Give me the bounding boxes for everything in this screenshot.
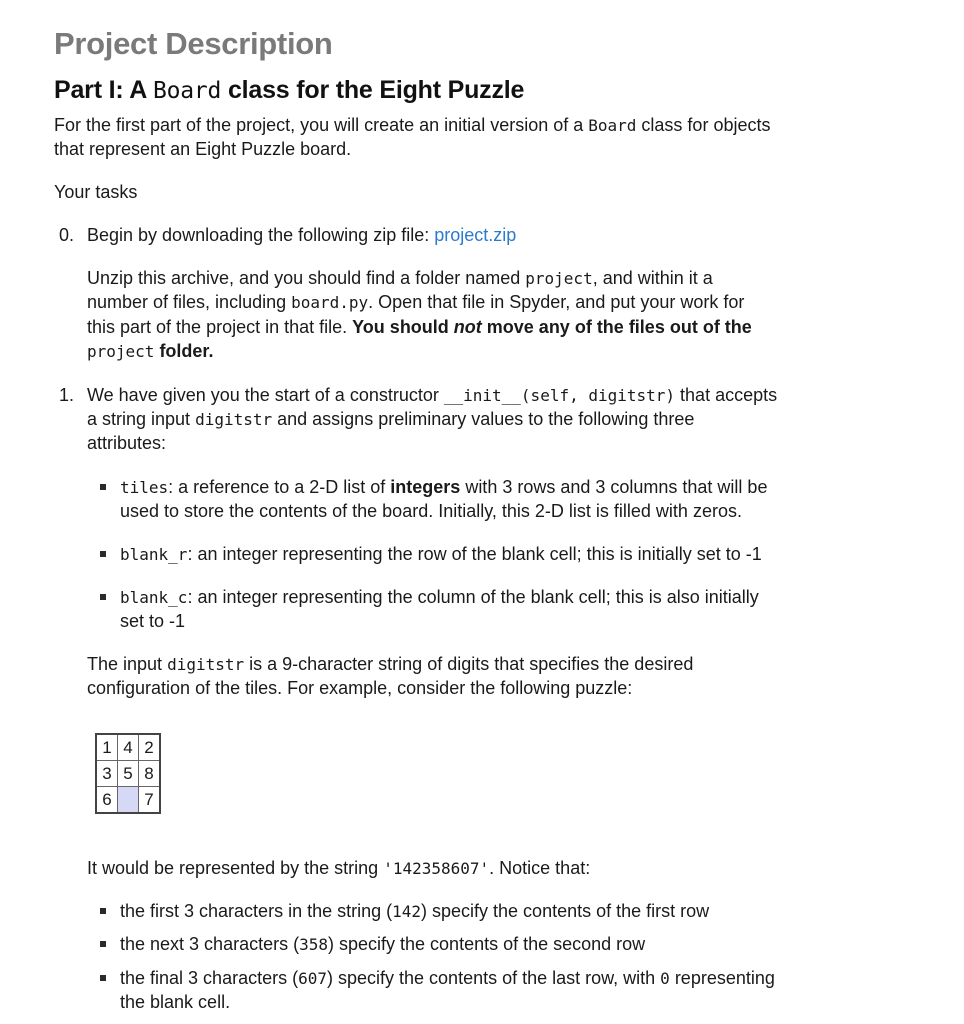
- puzzle-cell: 1: [96, 734, 118, 761]
- note1-code: 142: [392, 902, 422, 921]
- attr-tiles-line-2: used to store the contents of the board. Initially, this 2-D list is filled with zeros.: [120, 501, 742, 521]
- puzzle-cell: 3: [96, 761, 118, 787]
- intro-line-1: [54, 113, 770, 138]
- task1-l1-code: __init__(self, digitstr): [443, 386, 676, 405]
- attr-blank-c-line-1: [120, 585, 759, 610]
- attr-blank-c-a: : an integer representing the column of the blank cell; this is also initially: [187, 587, 759, 607]
- attr-tiles-b: with 3 rows and 3 columns that will be: [460, 477, 768, 497]
- task0-p3-em: not: [453, 317, 482, 337]
- tasks-heading: Your tasks: [54, 182, 138, 202]
- task0-p2-a: number of files, including: [87, 292, 292, 312]
- attr-blank-c-code: blank_c: [120, 588, 188, 607]
- task0-p4-bold: folder.: [154, 341, 214, 361]
- note1-a: the first 3 characters in the string (: [120, 901, 393, 921]
- part1-heading-code: Board: [152, 78, 222, 104]
- note3-code2: 0: [660, 969, 670, 988]
- note3-code: 607: [298, 969, 327, 988]
- attr-blank-r-text: : an integer representing the row of the blank cell; this is initially set to -1: [187, 544, 762, 564]
- task0-text: Begin by downloading the following zip file:: [87, 225, 435, 245]
- bullet: [100, 594, 106, 600]
- puzzle-cell: 4: [118, 734, 139, 761]
- note3-c: representing: [669, 968, 775, 988]
- note-last-row-line-1: [120, 966, 775, 991]
- repr-b: . Notice that:: [489, 858, 591, 878]
- note3-b: ) specify the contents of the last row, with: [327, 968, 661, 988]
- task0-para-line-4: [87, 339, 213, 364]
- bullet: [100, 975, 106, 981]
- bullet: [100, 941, 106, 947]
- input-code: digitstr: [167, 655, 245, 674]
- part1-heading-post: class for the Eight Puzzle: [221, 76, 525, 104]
- task0-p3-bold1: You should: [352, 317, 454, 337]
- note-second-row: [120, 932, 645, 957]
- task1-l2-code: digitstr: [195, 410, 273, 429]
- bullet: [100, 551, 106, 557]
- input-line-1: [87, 652, 693, 677]
- puzzle-row: [96, 787, 160, 814]
- part1-heading-pre: Part I: A: [54, 76, 153, 104]
- part1-heading: [54, 76, 524, 105]
- task1-l1-a: We have given you the start of a constructor: [87, 385, 444, 405]
- input-line-2: configuration of the tiles. For example, consider the following puzzle:: [87, 678, 633, 698]
- note3-a: the final 3 characters (: [120, 968, 299, 988]
- task0-p1-b: , and within it a: [592, 268, 713, 288]
- attr-blank-c-line-2: set to -1: [120, 611, 186, 631]
- attr-blank-r: [120, 542, 762, 567]
- note2-code: 358: [299, 935, 328, 954]
- task0-line: [87, 223, 516, 247]
- puzzle-blank-cell: [118, 787, 139, 814]
- task1-l1-b: that accepts: [675, 385, 778, 405]
- note2-a: the next 3 characters (: [120, 934, 300, 954]
- intro-text-a: For the first part of the project, you will create an initial version of a: [54, 115, 589, 135]
- puzzle-cell: 7: [139, 787, 161, 814]
- task0-p1-code: project: [525, 269, 593, 288]
- attr-tiles-line-1: [120, 475, 767, 500]
- bullet: [100, 484, 106, 490]
- puzzle-cell: 8: [139, 761, 161, 787]
- puzzle-cell: 6: [96, 787, 118, 814]
- task0-p4-code: project: [87, 342, 155, 361]
- task0-p2-code: board.py: [291, 293, 369, 312]
- attr-blank-r-code: blank_r: [120, 545, 188, 564]
- bullet: [100, 908, 106, 914]
- note-last-row-line-2: the blank cell.: [120, 992, 231, 1012]
- task1-line-3: attributes:: [87, 433, 167, 453]
- intro-code: Board: [588, 116, 637, 135]
- task0-para-line-2: [87, 290, 744, 315]
- intro-text-b: class for objects: [636, 115, 771, 135]
- task0-p2-b: . Open that file in Spyder, and put your work for: [368, 292, 745, 312]
- task1-l2-b: and assigns preliminary values to the following three: [272, 409, 695, 429]
- task1-line-1: [87, 383, 777, 408]
- note-first-row: [120, 899, 709, 924]
- task0-para-line-1: [87, 266, 713, 291]
- task0-p3-bold2: move any of the files out of the: [481, 317, 752, 337]
- task0-p3-a: this part of the project in that file.: [87, 317, 353, 337]
- task1-l2-a: a string input: [87, 409, 196, 429]
- puzzle-grid: [95, 733, 161, 814]
- input-a: The input: [87, 654, 168, 674]
- attr-tiles-a: : a reference to a 2-D list of: [168, 477, 391, 497]
- note1-b: ) specify the contents of the first row: [421, 901, 710, 921]
- attr-tiles-code: tiles: [120, 478, 169, 497]
- repr-code: '142358607': [383, 859, 490, 878]
- task0-para-line-3: [87, 315, 752, 339]
- task1-number: 1.: [58, 385, 74, 405]
- puzzle-cell: 2: [139, 734, 161, 761]
- puzzle-cell: 5: [118, 761, 139, 787]
- input-b: is a 9-character string of digits that specifies the desired: [244, 654, 694, 674]
- project-zip-link[interactable]: project.zip: [434, 225, 517, 245]
- page-title: Project Description: [54, 26, 333, 61]
- intro-line-2: that represent an Eight Puzzle board.: [54, 139, 352, 159]
- task0-number: 0.: [58, 225, 74, 245]
- attr-tiles-bold: integers: [390, 477, 461, 497]
- repr-a: It would be represented by the string: [87, 858, 384, 878]
- puzzle-row: [96, 761, 160, 787]
- repr-line: [87, 856, 590, 881]
- task1-line-2: [87, 407, 694, 432]
- task0-p1-a: Unzip this archive, and you should find a folder named: [87, 268, 526, 288]
- note2-b: ) specify the contents of the second row: [328, 934, 646, 954]
- puzzle-row: [96, 734, 160, 761]
